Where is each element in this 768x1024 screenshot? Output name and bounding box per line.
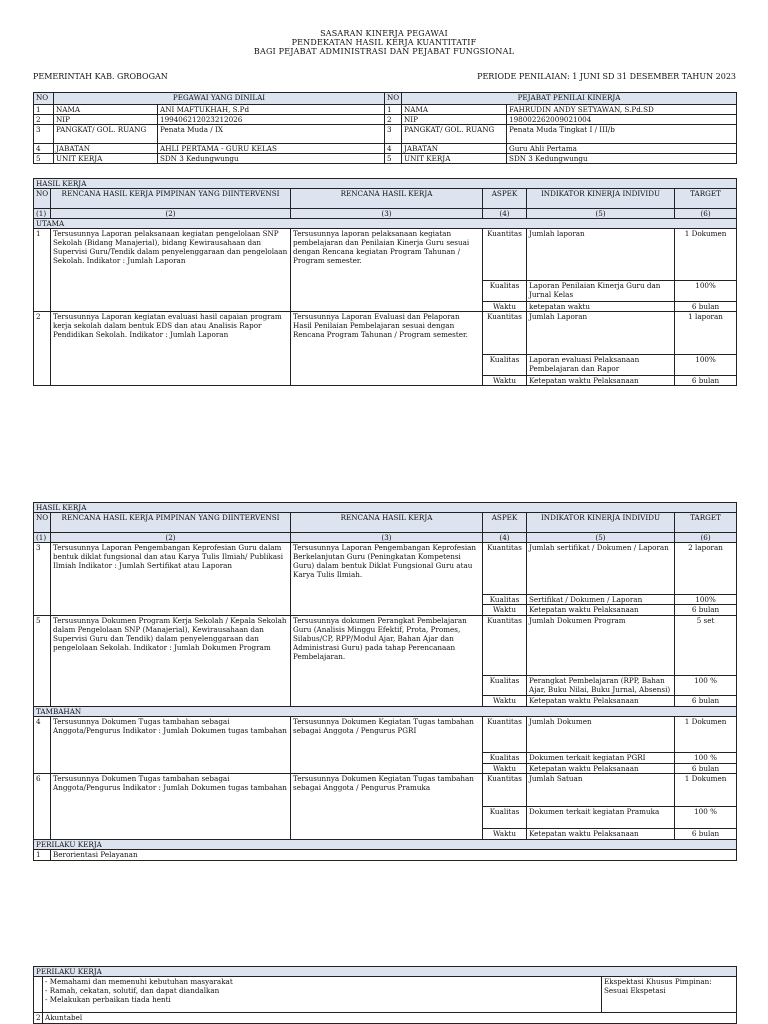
tambahan-section-row: [34, 707, 737, 717]
item-aspek: Kuantitas: [483, 229, 527, 281]
item-indikator: Dokumen terkait kegiatan Pramuka: [527, 807, 675, 829]
identity-label: NAMA: [54, 105, 158, 115]
item-no: 1: [34, 229, 51, 312]
identity-no-right: 2: [385, 115, 402, 125]
identity-label-right: UNIT KERJA: [402, 154, 507, 164]
col-rencana: RENCANA HASIL KERJA: [291, 513, 483, 533]
item-aspek: Kuantitas: [483, 616, 527, 676]
item-target: 100%: [675, 355, 737, 376]
identity-value-right: 198002262009021004: [507, 115, 737, 125]
item-pimpinan: Tersusunnya Laporan Pengembangan Keprofesian Guru dalam bentuk diklat fungsional dan atau Karya Tulis Ilmiah/ Publikasi Ilmiah Indikator : Jumlah Sertifikat atau Laporan: [51, 543, 291, 616]
item-aspek: Kualitas: [483, 355, 527, 376]
item-target: 100%: [675, 281, 737, 302]
col-indikator: INDIKATOR KINERJA INDIVIDU: [527, 513, 675, 533]
item-aspek: Kualitas: [483, 595, 527, 605]
periode-label: PERIODE PENILAIAN: 1 JUNI SD 31 DESEMBER TAHUN 2023: [477, 72, 736, 81]
hasil-kerja-section-row: [34, 503, 737, 513]
col-aspek: ASPEK: [483, 189, 527, 209]
item-target: 6 bulan: [675, 376, 737, 386]
col-number: (6): [675, 533, 737, 543]
perilaku-bullets: [43, 977, 602, 1013]
item-aspek: Kuantitas: [483, 774, 527, 807]
identity-value: AHLI PERTAMA - GURU KELAS: [158, 144, 385, 154]
col-number: (6): [675, 209, 737, 219]
col-target: TARGET: [675, 189, 737, 209]
hasil-kerja-heading: HASIL KERJA: [34, 503, 737, 513]
item-rencana: Tersusunnya laporan pelaksanaan kegiatan pembelajaran dan Penilaian Kinerja Guru sesuai dengan Rencana kegiatan Program Tahunan / Program semester.: [291, 229, 483, 312]
item-indikator: Ketepatan waktu Pelaksanaan: [527, 696, 675, 707]
item-aspek: Waktu: [483, 302, 527, 312]
identity-label: PANGKAT/ GOL. RUANG: [54, 125, 158, 144]
hasil-kerja-row: [34, 229, 737, 281]
item-target: 100 %: [675, 807, 737, 829]
item-target: 6 bulan: [675, 696, 737, 707]
item-indikator: Jumlah Dokumen: [527, 717, 675, 753]
hasil-kerja-column-headers: [34, 189, 737, 209]
identity-no: 5: [34, 154, 54, 164]
item-indikator: Ketepatan waktu Pelaksanaan: [527, 764, 675, 774]
hasil-kerja-row: [34, 543, 737, 595]
item-indikator: Ketepatan waktu Pelaksanaan: [527, 829, 675, 840]
pemerintah-label: PEMERINTAH KAB. GROBOGAN: [33, 72, 168, 81]
col-number: (2): [51, 533, 291, 543]
item-aspek: Kualitas: [483, 676, 527, 696]
col-target: TARGET: [675, 513, 737, 533]
item-aspek: Kuantitas: [483, 717, 527, 753]
identity-value: 199406212023212026: [158, 115, 385, 125]
col-number: (3): [291, 209, 483, 219]
identity-no: 1: [34, 105, 54, 115]
identity-label: JABATAN: [54, 144, 158, 154]
hasil-kerja-column-numbers: [34, 209, 737, 219]
item-indikator: Perangkat Pembelajaran (RPP, Bahan Ajar, Buku Nilai, Buku Jurnal, Absensi): [527, 676, 675, 696]
hasil-kerja-table-2: [33, 502, 737, 861]
perilaku-bullet-2: - Ramah, cekatan, solutif, dan dapat diandalkan: [45, 986, 220, 995]
col-number: (5): [527, 209, 675, 219]
item-target: 6 bulan: [675, 302, 737, 312]
identity-row: [34, 125, 737, 144]
perilaku-row: [34, 850, 737, 861]
identity-table: [33, 92, 737, 164]
item-target: 1 Dokumen: [675, 717, 737, 753]
identity-value: Penata Muda / IX: [158, 125, 385, 144]
identity-label-right: NIP: [402, 115, 507, 125]
identity-no-right: 5: [385, 154, 402, 164]
item-pimpinan: Tersusunnya Dokumen Tugas tambahan sebagai Anggota/Pengurus Indikator : Jumlah Dokumen tugas tambahan: [51, 717, 291, 774]
col-pimpinan: RENCANA HASIL KERJA PIMPINAN YANG DIINTERVENSI: [51, 513, 291, 533]
item-aspek: Kualitas: [483, 753, 527, 764]
doc-title-line-2: PENDEKATAN HASIL KERJA KUANTITATIF: [291, 38, 477, 47]
col-number: (4): [483, 209, 527, 219]
item-pimpinan: Tersusunnya Laporan kegiatan evaluasi hasil capaian program kerja sekolah dalam bentuk EDS dan atau Analisis Rapor Pendidikan Sekolah. Indikator : Jumlah Laporan: [51, 312, 291, 386]
col-indikator: INDIKATOR KINERJA INDIVIDU: [527, 189, 675, 209]
item-target: 5 set: [675, 616, 737, 676]
item-aspek: Kuantitas: [483, 543, 527, 595]
item-aspek: Waktu: [483, 829, 527, 840]
item-indikator: Jumlah Satuan: [527, 774, 675, 807]
perilaku-kerja-heading-2: PERILAKU KERJA: [34, 967, 737, 977]
identity-no: 2: [34, 115, 54, 125]
col-no: NO: [34, 189, 51, 209]
identity-value: ANI MAFTUKHAH, S.Pd: [158, 105, 385, 115]
item-indikator: Jumlah Dokumen Program: [527, 616, 675, 676]
item-target: 6 bulan: [675, 829, 737, 840]
item-target: 1 Dokumen: [675, 229, 737, 281]
item-indikator: Laporan evaluasi Pelaksanaan Pembelajaran dan Rapor: [527, 355, 675, 376]
item-no: 3: [34, 543, 51, 616]
identity-label: UNIT KERJA: [54, 154, 158, 164]
item-target: 6 bulan: [675, 764, 737, 774]
item-indikator: Jumlah laporan: [527, 229, 675, 281]
identity-value-right: Penata Muda Tingkat I / III/b: [507, 125, 737, 144]
hasil-kerja-column-headers: [34, 513, 737, 533]
identity-value-right: FAHRUDIN ANDY SETYAWAN, S.Pd.SD: [507, 105, 737, 115]
item-rencana: Tersusunnya Dokumen Kegiatan Tugas tambahan sebagai Anggota / Pengurus PGRI: [291, 717, 483, 774]
utama-section-row: [34, 219, 737, 229]
item-aspek: Kualitas: [483, 807, 527, 829]
item-rencana: Tersusunnya Dokumen Kegiatan Tugas tambahan sebagai Anggota / Pengurus Pramuka: [291, 774, 483, 840]
identity-row: [34, 144, 737, 154]
perilaku-bullet-3: - Melakukan perbaikan tiada henti: [45, 995, 171, 1004]
identity-label-right: PANGKAT/ GOL. RUANG: [402, 125, 507, 144]
col-no: NO: [34, 513, 51, 533]
identity-no-right: 1: [385, 105, 402, 115]
hasil-kerja-row: [34, 616, 737, 676]
doc-title-line-3: BAGI PEJABAT ADMINISTRASI DAN PEJABAT FUNGSIONAL: [253, 47, 515, 56]
item-indikator: Ketepatan waktu Pelaksanaan: [527, 376, 675, 386]
item-target: 1 laporan: [675, 312, 737, 355]
item-indikator: Laporan Penilaian Kinerja Guru dan Jurnal Kelas: [527, 281, 675, 302]
hasil-kerja-row: [34, 717, 737, 753]
identity-row: [34, 115, 737, 125]
perilaku-item-2: Akuntabel: [43, 1013, 737, 1024]
item-no: 2: [34, 312, 51, 386]
perilaku-item-1-no: 1: [34, 850, 51, 861]
item-target: 1 Dokumen: [675, 774, 737, 807]
col-number: (2): [51, 209, 291, 219]
col-no-left: NO: [34, 93, 54, 105]
identity-no-right: 3: [385, 125, 402, 144]
item-pimpinan: Tersusunnya Dokumen Tugas tambahan sebagai Anggota/Pengurus Indikator : Jumlah Dokumen tugas tambahan: [51, 774, 291, 840]
item-aspek: Waktu: [483, 605, 527, 616]
col-number: (5): [527, 533, 675, 543]
col-number: (1): [34, 209, 51, 219]
item-aspek: Kualitas: [483, 281, 527, 302]
identity-no: 3: [34, 125, 54, 144]
item-rencana: Tersusunnya Laporan Evaluasi dan Pelaporan Hasil Penilaian Pembelajaran sesuai dengan Rencana Program Tahunan / Program semester.: [291, 312, 483, 386]
perilaku-kerja-table-2: [33, 966, 737, 1024]
identity-label-right: JABATAN: [402, 144, 507, 154]
hasil-kerja-row: [34, 774, 737, 807]
item-target: 100 %: [675, 676, 737, 696]
tambahan-section-heading: TAMBAHAN: [34, 707, 737, 717]
ekspektasi-cell: [602, 977, 737, 1013]
pegawai-dinilai-heading: PEGAWAI YANG DINILAI: [54, 93, 385, 105]
item-target: 100 %: [675, 753, 737, 764]
identity-label-right: NAMA: [402, 105, 507, 115]
item-pimpinan: Tersusunnya Dokumen Program Kerja Sekolah / Kepala Sekolah dalam Pengelolaan SNP (Manajerial), Kewirausahaan dan Supervisi Guru dan Tendik) dalam penyelenggaraan dan pengelolaan Sekolah. Indikator : Jumlah Dokumen Program: [51, 616, 291, 707]
hasil-kerja-column-numbers: [34, 533, 737, 543]
item-aspek: Kuantitas: [483, 312, 527, 355]
pejabat-penilai-heading: PEJABAT PENILAI KINERJA: [402, 93, 737, 105]
perilaku-item-2-no: 2: [34, 1013, 43, 1024]
perilaku-blank-no: [34, 977, 43, 1013]
identity-value: SDN 3 Kedungwungu: [158, 154, 385, 164]
item-aspek: Waktu: [483, 764, 527, 774]
item-rencana: Tersusunnya Laporan Pengembangan Keprofesian Berkelanjutan Guru (Peningkatan Kompetensi Guru) dalam bentuk Diklat Fungsional Guru atau Karya Tulis Ilmiah.: [291, 543, 483, 616]
item-indikator: Jumlah sertifikat / Dokumen / Laporan: [527, 543, 675, 595]
item-no: 6: [34, 774, 51, 840]
item-target: 6 bulan: [675, 605, 737, 616]
col-number: (4): [483, 533, 527, 543]
col-no-right: NO: [385, 93, 402, 105]
col-number: (1): [34, 533, 51, 543]
identity-value-right: Guru Ahli Pertama: [507, 144, 737, 154]
hasil-kerja-section-row: [34, 179, 737, 189]
col-number: (3): [291, 533, 483, 543]
item-target: 100%: [675, 595, 737, 605]
identity-row: [34, 105, 737, 115]
item-no: 5: [34, 616, 51, 707]
utama-section-heading: UTAMA: [34, 219, 737, 229]
item-pimpinan: Tersusunnya Laporan pelaksanaan kegiatan pengelolaan SNP Sekolah (Bidang Manajerial), bidang Kewirausahaan dan Supervisi Guru/Tendik dalam penyelenggaraan dan pengelolaan Sekolah. Indikator : Jumlah Laporan: [51, 229, 291, 312]
item-aspek: Waktu: [483, 376, 527, 386]
identity-no: 4: [34, 144, 54, 154]
perilaku-item-1: Berorientasi Pelayanan: [51, 850, 737, 861]
perilaku-kerja-heading: PERILAKU KERJA: [34, 840, 737, 850]
identity-row: [34, 154, 737, 164]
item-target: 2 laporan: [675, 543, 737, 595]
identity-no-right: 4: [385, 144, 402, 154]
doc-title-line-1: SASARAN KINERJA PEGAWAI: [320, 29, 448, 38]
ekspektasi-value: Sesuai Ekspetasi: [604, 986, 666, 995]
col-pimpinan: RENCANA HASIL KERJA PIMPINAN YANG DIINTERVENSI: [51, 189, 291, 209]
col-rencana: RENCANA HASIL KERJA: [291, 189, 483, 209]
ekspektasi-label: Ekspektasi Khusus Pimpinan:: [604, 977, 712, 986]
perilaku-bullet-1: - Memahami dan memenuhi kebutuhan masyarakat: [45, 977, 233, 986]
item-rencana: Tersusunnya dokumen Perangkat Pembelajaran Guru (Analisis Minggu Efektif, Prota, Promes, Silabus/CP, RPP/Modul Ajar, Bahan Ajar dan Administrasi Guru) pada tahap Perencanaan Pembelajaran.: [291, 616, 483, 707]
item-no: 4: [34, 717, 51, 774]
hasil-kerja-heading: HASIL KERJA: [34, 179, 737, 189]
item-aspek: Waktu: [483, 696, 527, 707]
item-indikator: Jumlah Laporan: [527, 312, 675, 355]
item-indikator: Dokumen terkait kegiatan PGRI: [527, 753, 675, 764]
identity-label: NIP: [54, 115, 158, 125]
item-indikator: Ketepatan waktu Pelaksanaan: [527, 605, 675, 616]
identity-value-right: SDN 3 Kedungwungu: [507, 154, 737, 164]
perilaku-kerja-section-row: [34, 840, 737, 850]
item-indikator: Sertifikat / Dokumen / Laporan: [527, 595, 675, 605]
col-aspek: ASPEK: [483, 513, 527, 533]
item-indikator: ketepatan waktu: [527, 302, 675, 312]
hasil-kerja-row: [34, 312, 737, 355]
hasil-kerja-table-1: [33, 178, 737, 386]
